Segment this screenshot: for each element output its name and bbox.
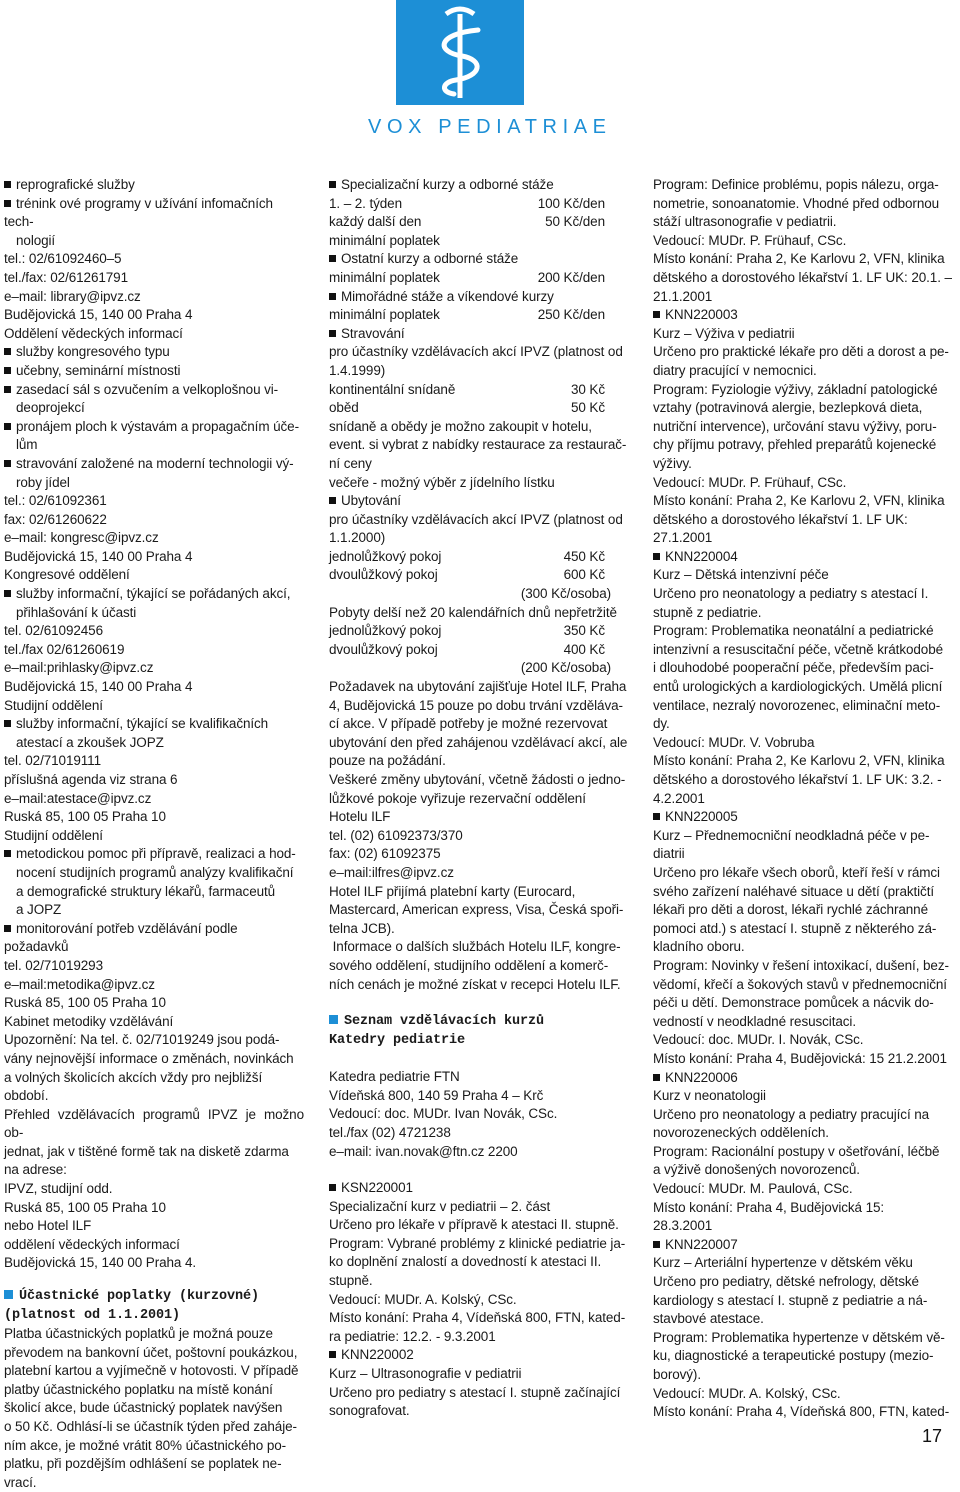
- hotel-name: Hotelu ILF: [329, 809, 391, 825]
- text-line: 27.1.2001: [653, 530, 713, 546]
- fee-label: jednolůžkový pokoj: [329, 623, 442, 639]
- list-item: služby kongresového typu: [4, 343, 304, 362]
- logo: [396, 0, 524, 105]
- course-code: KNN220007: [653, 1236, 954, 1255]
- fee-label: minimální poplatek: [329, 269, 440, 285]
- text-line: Místo konání: Praha 2, Ke Karlovu 2, VFN, klinika: [653, 753, 945, 769]
- department-name: Kabinet metodiky vzdělávání: [4, 1013, 174, 1029]
- head-name: Vedoucí: doc. MUDr. Ivan Novák, CSc.: [329, 1106, 558, 1122]
- text-line: deoprojekcí: [16, 400, 85, 416]
- fee-heading: Ubytování: [329, 492, 631, 511]
- address: Ruská 85, 100 05 Praha 10: [4, 995, 166, 1011]
- text-line: novorozeneckých odděleních.: [653, 1125, 829, 1141]
- text-line: diatry pracující v nemocnici.: [653, 362, 817, 378]
- fax: tel./fax 02/61260619: [4, 641, 125, 657]
- fee-value: 600 Kč: [563, 567, 605, 583]
- list-item: služby informační, týkající se pořádaných akcí,: [4, 585, 304, 604]
- course-title: Kurz – Ultrasonografie v pediatrii: [329, 1366, 522, 1382]
- fee-value: 350 Kč: [563, 623, 605, 639]
- text-line: Vedoucí: MUDr. P. Frühauf, CSc.: [653, 232, 847, 248]
- list-item: učebny, seminární místnosti: [4, 362, 304, 381]
- text-line: pro účastníky vzdělávacích akcí IPVZ (platnost od: [329, 511, 623, 527]
- course-title: Kurz v neonatologii: [653, 1088, 766, 1104]
- address: Budějovická 15, 140 00 Praha 4: [4, 307, 193, 323]
- fee-label: jednolůžkový pokoj: [329, 548, 442, 564]
- column-middle: [329, 176, 631, 1421]
- list-item: stravování založené na moderní technologii vý-: [4, 455, 304, 474]
- text-line: svého zařízení naléhavé situace u dětí (praktičtí: [653, 883, 935, 899]
- text-line: ko doplnění znalostí a dovedností k atestaci II.: [329, 1254, 602, 1270]
- text-line: lům: [16, 437, 38, 453]
- text-line: ventilace, nezralý novorozenec, eliminační meto-: [653, 697, 941, 713]
- course-title: diatrii: [653, 846, 685, 862]
- text-line: Vedoucí: MUDr. V. Vobruba: [653, 734, 815, 750]
- text-line: ní ceny: [329, 455, 372, 471]
- text-line: pomoci atd.) s atestací I. stupně z některého zá-: [653, 920, 937, 936]
- text-line: kardiology s atestací I. stupně z pediatrie a ná-: [653, 1292, 928, 1308]
- fee-label: 1. – 2. týden: [329, 195, 403, 211]
- phone: tel. (02) 61092373/370: [329, 827, 463, 843]
- text-line: Program: Definice problému, popis nálezu, orga-: [653, 177, 939, 192]
- fee-row: [329, 381, 631, 400]
- address: nebo Hotel ILF: [4, 1218, 92, 1234]
- text-line: Platba účastnických poplatků je možná pouze: [4, 1326, 273, 1342]
- text-line: 1.4.1999): [329, 362, 386, 378]
- fee-row: [329, 269, 631, 288]
- list-item: zasedací sál s ozvučením a velkoplošnou vi-: [4, 381, 304, 400]
- text-line: ním akce, je možné vrátit 80% účastnického po-: [4, 1437, 287, 1453]
- fee-row: [329, 213, 631, 232]
- text-line: stavbové atestace.: [653, 1311, 764, 1327]
- square-bullet-icon: [4, 1290, 13, 1299]
- text-line: Určeno pro pediatry, dětské nefrology, dětské: [653, 1274, 919, 1290]
- text-line: platku, při pozdějším odhlášení se poplatek ne-: [4, 1456, 282, 1472]
- fee-label: oběd: [329, 400, 359, 416]
- text-line: nutriční intervence), určování stavu výživy, poru-: [653, 418, 937, 434]
- text-line: nocení studijních programů analýzy kvalifikační: [16, 864, 294, 880]
- column-right: [653, 176, 954, 1422]
- text-line: 4, Budějovická 15 pouze po dobu trvání vzděláva-: [329, 697, 623, 713]
- address: Ruská 85, 100 05 Praha 10: [4, 809, 166, 825]
- text-line: Program: Fyziologie výživy, základní patologické: [653, 381, 938, 397]
- address: Vídeňská 800, 140 59 Praha 4 – Krč: [329, 1087, 544, 1103]
- brand-title: VOX PEDIATRIAE: [368, 116, 612, 138]
- department-name: Katedra pediatrie FTN: [329, 1069, 460, 1085]
- address: Budějovická 15, 140 00 Praha 4.: [4, 1255, 197, 1271]
- fee-label: minimální poplatek: [329, 232, 440, 248]
- text-line: Určeno pro neonatology a pediatry pracující na: [653, 1106, 930, 1122]
- fee-row: [329, 641, 631, 660]
- text-line: Vedoucí: MUDr. P. Frühauf, CSc.: [653, 474, 847, 490]
- caduceus-icon: [396, 0, 524, 105]
- course-title: Kurz – Arteriální hypertenze v dětském věku: [653, 1255, 913, 1271]
- phone: tel./fax (02) 4721238: [329, 1124, 451, 1140]
- fee-row: [329, 399, 631, 418]
- text-line: vány nejnovější informace o změnách, novinkách: [4, 1050, 294, 1066]
- fee-value: 200 Kč/den: [537, 269, 605, 285]
- fee-heading: Stravování: [329, 325, 631, 344]
- fee-label: dvoulůžkový pokoj: [329, 641, 438, 657]
- phone: tel.: 02/61092460–5: [4, 251, 122, 267]
- text-line: ních cenách je možné získat v recepci Hotelu ILF.: [329, 976, 621, 992]
- text-line: Vedoucí: MUDr. A. Kolský, CSc.: [329, 1291, 517, 1307]
- text-line: Přehled vzdělávacích programů IPVZ je možno ob-: [4, 1106, 304, 1141]
- fee-value: 450 Kč: [563, 548, 605, 564]
- text-line: stáží ultrasonografie v pediatrii.: [653, 214, 837, 230]
- text-line: ra pediatrie: 12.2. - 9.3.2001: [329, 1328, 496, 1344]
- text-line: na adrese:: [4, 1162, 67, 1178]
- fee-row: [329, 195, 631, 214]
- fax: fax: 02/61260622: [4, 511, 107, 527]
- fax: fax: (02) 61092375: [329, 846, 441, 862]
- text-line: stupně z pediatrie.: [653, 604, 762, 620]
- text-line: Místo konání: Praha 4, Vídeňská 800, FTN, kated-: [329, 1310, 626, 1326]
- phone: tel.: 02/61092361: [4, 493, 107, 509]
- text-line: a výživě donošených novorozenců.: [653, 1162, 860, 1178]
- fee-label: kontinentální snídaně: [329, 381, 456, 397]
- section-subtitle: (platnost od 1.1.2001): [4, 1308, 181, 1324]
- email: e–mail:prihlasky@ipvz.cz: [4, 660, 154, 676]
- text-line: platební kartou a vyjímečně v hotovosti. V případě: [4, 1363, 299, 1379]
- course-code: KNN220005: [653, 808, 954, 827]
- text-line: 4.2.2001: [653, 790, 705, 806]
- course-title: Kurz – Výživa v pediatrii: [653, 325, 795, 341]
- text-line: snídaně a obědy je možno zakoupit v hotelu,: [329, 418, 592, 434]
- phone: tel. 02/71019293: [4, 957, 103, 973]
- text-line: vztahy (potravinová alergie, bezlepková dieta,: [653, 400, 923, 416]
- text-line: borový).: [653, 1367, 701, 1382]
- department-name: Oddělení vědeckých informací: [4, 325, 183, 341]
- text-line: o 50 Kč. Odhlásí-li se účastník týden před zaháje-: [4, 1419, 297, 1434]
- text-line: telna JCB).: [329, 920, 395, 936]
- fee-note: (300 Kč/osoba): [520, 586, 611, 602]
- department-name: Kongresové oddělení: [4, 567, 130, 583]
- text-line: přihlašování k účasti: [16, 604, 137, 620]
- fee-row: [329, 622, 631, 641]
- text-line: pouze na požádání.: [329, 753, 446, 769]
- text-line: platby účastnického poplatku na místě konání: [4, 1381, 273, 1397]
- fee-note: (200 Kč/osoba): [520, 660, 611, 676]
- text-line: nologií: [16, 232, 56, 248]
- text-line: entů urologických a kardiologických. Umělá plicní: [653, 679, 943, 695]
- text-line: vědomí, křečí a šokových stavů v přednemocniční: [653, 976, 947, 992]
- address: Ruská 85, 100 05 Praha 10: [4, 1199, 166, 1215]
- text-line: dětského a dorostového lékařství 1. LF UK: 20.1. –: [653, 269, 952, 285]
- text-line: sového oddělení, studijního oddělení a komerč-: [329, 957, 609, 973]
- section-subtitle: Katedry pediatrie: [329, 1033, 466, 1049]
- list-item: metodickou pomoc při přípravě, realizaci a hod-: [4, 845, 304, 864]
- text-line: Určeno pro lékaře v přípravě k atestaci II. stupně.: [329, 1217, 619, 1233]
- address: Budějovická 15, 140 00 Praha 4: [4, 679, 193, 695]
- text-line: roby jídel: [16, 474, 70, 490]
- text-line: dětského a dorostového lékařství 1. LF UK: 3.2. -: [653, 772, 942, 787]
- text-line: stupně.: [329, 1273, 373, 1289]
- text-line: večeře - možný výběr z jídelního lístku: [329, 474, 555, 490]
- list-item: služby informační, týkající se kvalifikačních: [4, 715, 304, 734]
- text-line: kladního oboru.: [653, 939, 745, 955]
- text-line: cí akce. V případě potřeby je možné rezervovat: [329, 716, 608, 732]
- text-line: školicí akce, bude účastnický poplatek navýšen: [4, 1400, 283, 1416]
- course-title: Specializační kurz v pediatrii – 2. část: [329, 1198, 551, 1214]
- department-name: Studijní oddělení: [4, 827, 103, 843]
- email: e–mail:ilfres@ipvz.cz: [329, 864, 454, 880]
- email: e–mail:metodika@ipvz.cz: [4, 976, 155, 992]
- fee-value: 30 Kč: [570, 381, 605, 397]
- text-line: 28.3.2001: [653, 1218, 713, 1234]
- text-line: Určeno pro lékaře všech oborů, kteří řeší v rámci: [653, 864, 940, 880]
- square-bullet-icon: [329, 1015, 338, 1024]
- text-line: 1.1.2000): [329, 530, 386, 546]
- text-line: Vedoucí: doc. MUDr. I. Novák, CSc.: [653, 1032, 864, 1048]
- text-line: Vedoucí: MUDr. M. Paulová, CSc.: [653, 1181, 853, 1197]
- fee-value: 100 Kč/den: [537, 195, 605, 211]
- fee-value: 250 Kč/den: [537, 307, 605, 323]
- text-line: Pobyty delší než 20 kalendářních dnů nepřetržitě: [329, 604, 617, 620]
- text-line: Vedoucí: MUDr. A. Kolský, CSc.: [653, 1385, 841, 1401]
- text-line: a JOPZ: [16, 902, 62, 918]
- text-line: chy příjmu potravy, přehled preparátů kojenecké: [653, 437, 937, 453]
- text-line: Požadavek na ubytování zajišťuje Hotel ILF, Praha: [329, 679, 627, 695]
- text-line: převodem na bankovní účet, poštovní poukázkou,: [4, 1344, 298, 1360]
- list-item: trénink ové programy v užívání infomačních tech-: [4, 195, 304, 232]
- text-line: Program: Racionální postupy v ošetřování, léčbě: [653, 1143, 940, 1159]
- list-item: monitorování potřeb vzdělávání podle požadavků: [4, 920, 304, 957]
- text-line: Mastercard, American express, Visa, Česká spoři-: [329, 902, 624, 918]
- address: Budějovická 15, 140 00 Praha 4: [4, 548, 193, 564]
- text-line: příslušná agenda viz strana 6: [4, 772, 178, 787]
- phone: tel. 02/71019111: [4, 753, 101, 769]
- column-left: [4, 176, 304, 1492]
- course-code: KNN220003: [653, 306, 954, 325]
- course-code: KSN220001: [329, 1179, 631, 1198]
- text-line: Program: Novinky v řešení intoxikací, dušení, bez-: [653, 957, 949, 973]
- text-line: i dlouhodobé pooperační péče, především paci-: [653, 660, 934, 676]
- course-code: KNN220006: [653, 1069, 954, 1088]
- text-line: intenzivní a resuscitační péče, včetně krátkodobé: [653, 641, 944, 657]
- email: e–mail: kongresc@ipvz.cz: [4, 530, 159, 546]
- text-line: pro účastníky vzdělávacích akcí IPVZ (platnost od: [329, 344, 623, 360]
- course-code: KNN220002: [329, 1346, 631, 1365]
- fee-row: [329, 548, 631, 567]
- text-line: péči u dětí. Demonstrace pomůcek a nácvik do-: [653, 995, 934, 1011]
- course-title: Kurz – Přednemocniční neodkladná péče v pe-: [653, 827, 930, 843]
- text-line: Určeno pro neonatology a pediatry s atestací I.: [653, 586, 929, 602]
- list-item: reprografické služby: [4, 176, 304, 195]
- text-line: Informace o dalších službách Hotelu ILF, kongre-: [329, 939, 621, 955]
- text-line: lékaři pro děti a dorost, lékaři rychlé záchranné: [653, 902, 928, 918]
- text-line: Místo konání: Praha 2, Ke Karlovu 2, VFN, klinika: [653, 493, 945, 509]
- notice-text: Upozornění: Na tel. č. 02/71019249 jsou podá-: [4, 1032, 280, 1048]
- text-line: výživy.: [653, 455, 692, 471]
- text-line: jednat, jak v tištěné formě tak na disketě zdarma: [4, 1143, 289, 1159]
- fee-value: 50 Kč/den: [545, 214, 605, 230]
- fax: tel./fax: 02/61261791: [4, 269, 129, 285]
- course-title: Kurz – Dětská intenzivní péče: [653, 567, 829, 583]
- fee-row: [329, 306, 631, 325]
- fee-label: dvoulůžkový pokoj: [329, 567, 438, 583]
- email: e–mail: library@ipvz.cz: [4, 288, 141, 304]
- text-line: Místo konání: Praha 4, Vídeňská 800, FTN, kated-: [653, 1404, 950, 1420]
- text-line: Program: Problematika neonatální a pediatrické: [653, 623, 934, 639]
- fee-heading: Specializační kurzy a odborné stáže: [329, 176, 631, 195]
- text-line: dy.: [653, 716, 670, 732]
- fee-heading: Ostatní kurzy a odborné stáže: [329, 250, 631, 269]
- text-line: vrací.: [4, 1474, 37, 1490]
- text-line: dětského a dorostového lékařství 1. LF UK:: [653, 511, 908, 527]
- text-line: event. si vybrat z nabídky restaurace za restaurač-: [329, 437, 627, 453]
- text-line: a volných školicích akcích vždy pro nejbližší období.: [4, 1069, 263, 1104]
- department-name: Studijní oddělení: [4, 697, 103, 713]
- text-line: 21.1.2001: [653, 288, 713, 304]
- text-line: lůžkové pokoje vyřizuje rezervační oddělení: [329, 790, 586, 806]
- fee-value: 50 Kč: [570, 400, 605, 416]
- page-number: 17: [922, 1426, 943, 1446]
- fee-row: [329, 566, 631, 585]
- phone: tel. 02/61092456: [4, 623, 103, 639]
- text-line: Hotel ILF přijímá platební karty (Eurocard,: [329, 883, 576, 899]
- address: oddělení vědeckých informací: [4, 1236, 180, 1252]
- fee-heading: Mimořádné stáže a víkendové kurzy: [329, 288, 631, 307]
- fee-value: 400 Kč: [563, 641, 605, 657]
- text-line: ubytování den před zahájenou vzdělávací akcí, ale: [329, 734, 628, 750]
- course-code: KNN220004: [653, 548, 954, 567]
- section-title: Účastnické poplatky (kurzovné): [19, 1289, 260, 1305]
- text-line: vedností v neodkladné resuscitaci.: [653, 1013, 856, 1029]
- section-heading: [329, 1012, 631, 1050]
- text-line: Místo konání: Praha 2, Ke Karlovu 2, VFN, klinika: [653, 251, 945, 267]
- text-line: Program: Vybrané problémy z klinické pediatrie ja-: [329, 1235, 626, 1251]
- text-line: Místo konání: Praha 4, Budějovická 15:: [653, 1199, 885, 1215]
- address: IPVZ, studijní odd.: [4, 1181, 113, 1197]
- text-line: Místo konání: Praha 4, Budějovická: 15 21.2.2001: [653, 1050, 947, 1066]
- fee-label: každý další den: [329, 214, 422, 230]
- text-line: a demografické struktury lékařů, farmaceutů: [16, 883, 276, 899]
- text-line: Veškeré změny ubytování, včetně žádosti o jedno-: [329, 772, 626, 787]
- text-line: Program: Problematika hypertenze v dětském vě-: [653, 1329, 945, 1345]
- section-heading: [4, 1287, 304, 1325]
- text-line: sonografovat.: [329, 1403, 410, 1419]
- text-line: ku, diagnostické a terapeutické postupy (mezio-: [653, 1348, 934, 1364]
- list-item: pronájem ploch k výstavám a propagačním úče-: [4, 418, 304, 437]
- text-line: Určeno pro praktické lékaře pro děti a dorost a pe-: [653, 344, 949, 360]
- email: e–mail: ivan.novak@ftn.cz 2200: [329, 1143, 518, 1159]
- text-line: Určeno pro pediatry s atestací I. stupně začínající: [329, 1384, 621, 1400]
- section-title: Seznam vzdělávacích kurzů: [344, 1014, 545, 1030]
- text-line: nometrie, sonoanatomie. Vhodné před odbornou: [653, 195, 940, 211]
- text-line: atestací a zkoušek JOPZ: [16, 734, 164, 750]
- email: e–mail:atestace@ipvz.cz: [4, 790, 152, 806]
- fee-label: minimální poplatek: [329, 307, 440, 323]
